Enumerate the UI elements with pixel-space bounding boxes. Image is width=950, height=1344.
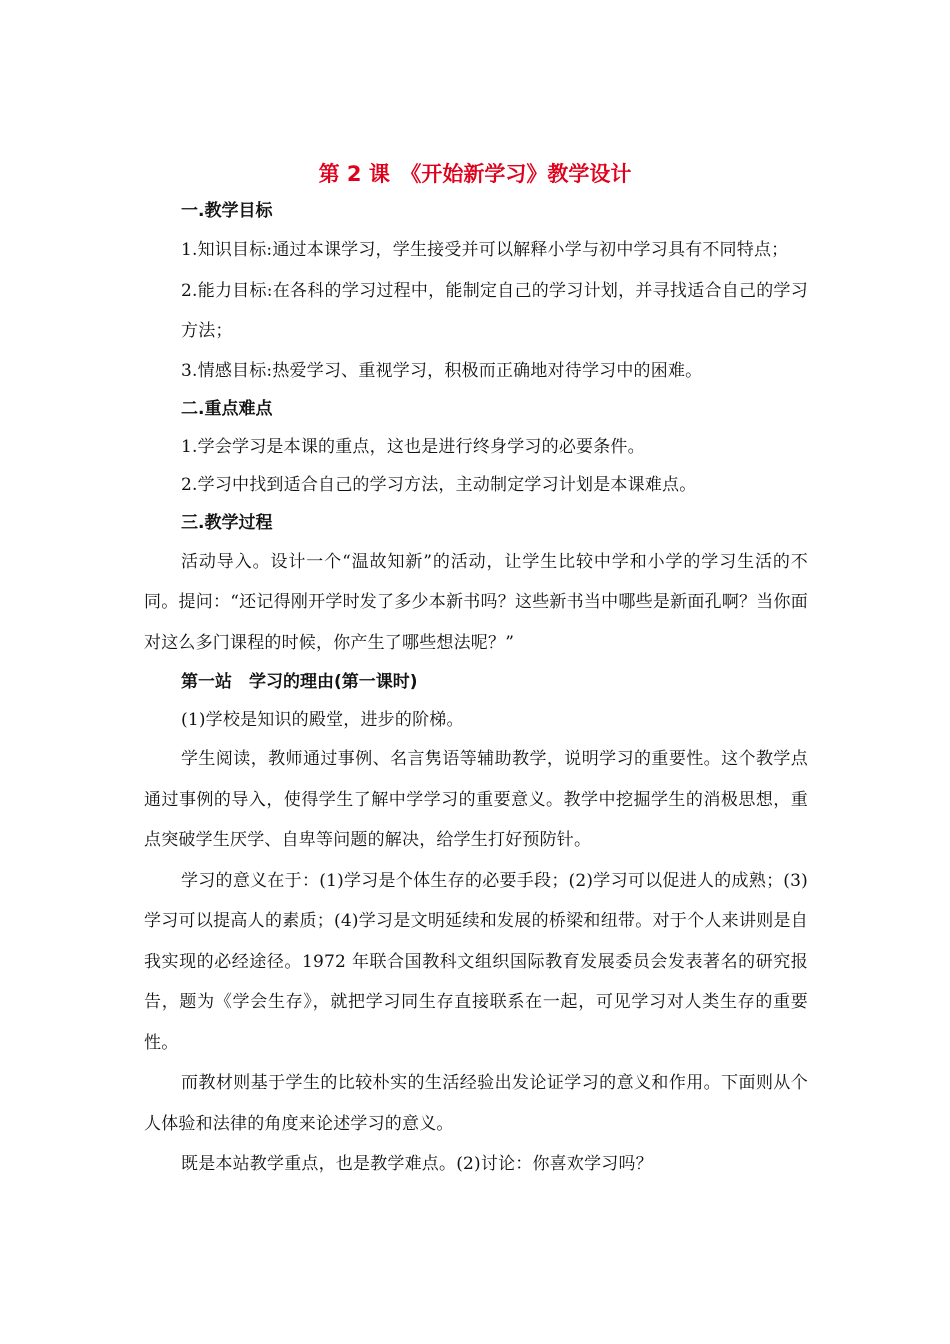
station-1-paragraph-2: 学生阅读，教师通过事例、名言隽语等辅助教学，说明学习的重要性。这个教学点通过事例的导入，使得学生了解中学学习的重要意义。教学中挖掘学生的消极思想，重点突破学生厌学、自卑等问题的解决，给学生打好预防针。 <box>144 749 808 850</box>
station-1-paragraph-4: 而教材则基于学生的比较朴实的生活经验出发论证学习的意义和作用。下面则从个人体验和法律的角度来论述学习的意义。 <box>144 1073 808 1134</box>
document-title: 第 2 课 《开始新学习》教学设计 <box>318 162 632 186</box>
station-1-point-1: (1)学校是知识的殿堂，进步的阶梯。 <box>181 710 464 730</box>
section-heading-objectives: 一.教学目标 <box>181 201 273 221</box>
station-1-heading: 第一站 学习的理由(第一课时) <box>181 672 418 692</box>
station-1-paragraph-3: 学习的意义在于：(1)学习是个体生存的必要手段；(2)学习可以促进人的成熟；(3)学习可以提高人的素质；(4)学习是文明延续和发展的桥梁和纽带。对于个人来讲则是自我实现的必经途径。1972 年联合国教科文组织国际教育发展委员会发表著名的研究报告，题为《学会生存》，就把学习同生存直接联系在一起，可见学习对人类生存的重要性。 <box>144 870 808 1053</box>
key-point-2: 2.学习中找到适合自己的学习方法，主动制定学习计划是本课难点。 <box>181 474 697 495</box>
objective-ability: 2.能力目标:在各科的学习过程中，能制定自己的学习计划，并寻找适合自己的学习方法； <box>181 280 808 341</box>
key-point-1: 1.学会学习是本课的重点，这也是进行终身学习的必要条件。 <box>181 436 645 457</box>
station-1-paragraph-5: 既是本站教学重点，也是教学难点。(2)讨论：你喜欢学习吗？ <box>181 1154 653 1174</box>
objective-emotion: 3.情感目标:热爱学习、重视学习，积极而正确地对待学习中的困难。 <box>181 360 703 381</box>
section-heading-key-points: 二.重点难点 <box>181 398 273 419</box>
process-intro-paragraph: 活动导入。设计一个“温故知新”的活动，让学生比较中学和小学的学习生活的不同。提问：“还记得刚开学时发了多少本新书吗？这些新书当中哪些是新面孔啊？当你面对这么多门课程的时候，你产生了哪些想法呢？” <box>144 551 808 653</box>
document-body <box>144 192 808 1185</box>
section-heading-process: 三.教学过程 <box>181 512 273 533</box>
objective-knowledge: 1.知识目标:通过本课学习，学生接受并可以解释小学与初中学习具有不同特点； <box>181 240 789 260</box>
